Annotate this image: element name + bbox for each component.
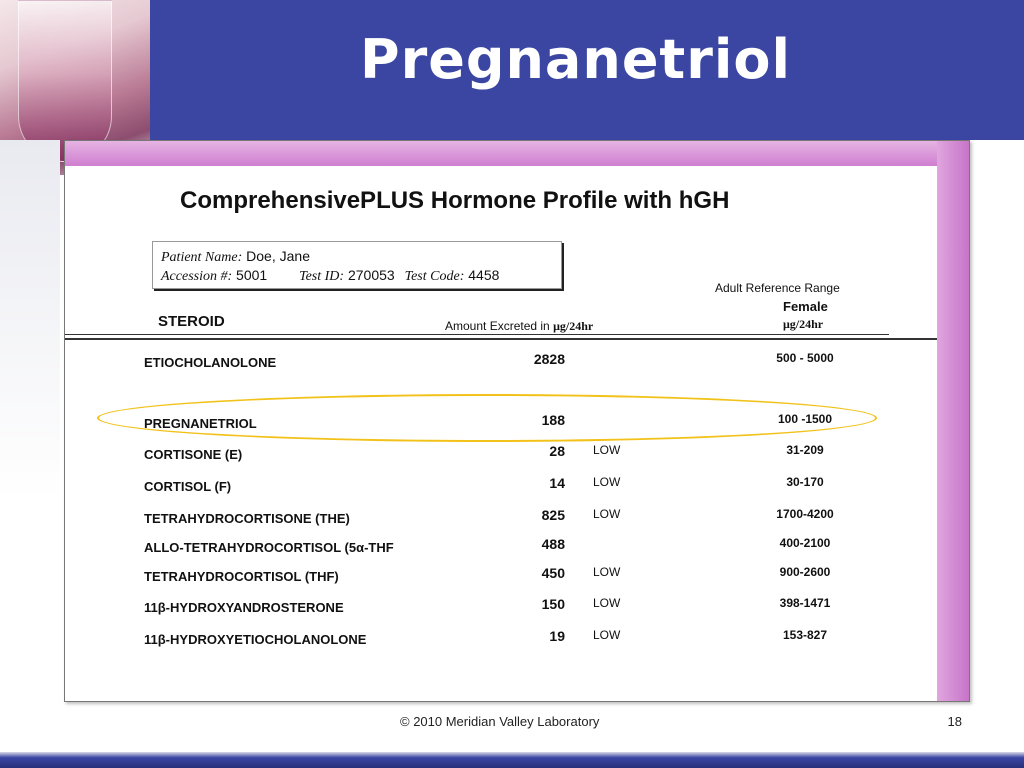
steroid-flag: LOW (593, 475, 621, 489)
female-header: Female (783, 299, 828, 314)
steroid-name: TETRAHYDROCORTISOL (THF) (144, 569, 339, 584)
steroid-value: 19 (549, 628, 565, 644)
flask-icon (18, 0, 112, 162)
steroid-name: ALLO-TETRAHYDROCORTISOL (5α-THF (144, 540, 394, 555)
amount-header (445, 319, 593, 334)
test-id-label: Test ID: (299, 269, 345, 284)
range-unit: μg/24hr (783, 317, 824, 331)
steroid-range: 400-2100 (779, 536, 831, 550)
steroid-value: 825 (541, 507, 565, 523)
steroid-header: STEROID (158, 313, 225, 330)
steroid-range: 30-170 (786, 475, 824, 489)
reference-range-header: Adult Reference Range (715, 281, 840, 295)
steroid-range: 500 - 5000 (776, 351, 834, 365)
steroid-flag: LOW (593, 443, 621, 457)
steroid-flag: LOW (593, 596, 621, 610)
patient-name-label: Patient Name: (161, 250, 243, 265)
header-divider-top (65, 334, 889, 335)
steroid-range: 1700-4200 (776, 507, 834, 521)
test-code-value: 4458 (468, 267, 500, 283)
steroid-flag: LOW (593, 507, 621, 521)
amount-unit: μg/24hr (553, 319, 594, 333)
bottom-bar (0, 752, 1024, 768)
table-row (65, 443, 937, 463)
steroid-value: 2828 (533, 351, 565, 367)
steroid-range: 900-2600 (779, 565, 831, 579)
steroid-name: CORTISONE (E) (144, 447, 243, 462)
page-number: 18 (947, 714, 962, 729)
amount-header-label: Amount Excreted in (445, 319, 550, 333)
card-right-bar (937, 141, 969, 701)
table-row (65, 628, 937, 648)
patient-name: Doe, Jane (246, 248, 310, 264)
steroid-name: PREGNANETRIOL (144, 416, 257, 431)
test-code-label: Test Code: (404, 269, 465, 284)
slide-title: Pregnanetriol (360, 28, 791, 91)
report-title: ComprehensivePLUS Hormone Profile with hGH (180, 187, 730, 214)
steroid-name: CORTISOL (F) (144, 479, 232, 494)
accession-label: Accession #: (161, 269, 233, 284)
pregnanetriol-highlight-ellipse (97, 394, 877, 442)
slide-footer (0, 714, 1024, 734)
test-id-value: 270053 (347, 267, 395, 283)
table-row (65, 596, 937, 616)
header-divider-bottom (65, 338, 937, 340)
steroid-value: 450 (541, 565, 565, 581)
steroid-value: 188 (541, 412, 565, 428)
steroid-value: 14 (549, 475, 565, 491)
table-row (65, 351, 937, 371)
steroid-range: 398-1471 (779, 596, 831, 610)
steroid-name: TETRAHYDROCORTISONE (THE) (144, 511, 350, 526)
steroid-name: ETIOCHOLANOLONE (144, 355, 277, 370)
steroid-value: 488 (541, 536, 565, 552)
card-top-bar (65, 141, 969, 166)
table-row (65, 536, 937, 556)
report-card (64, 140, 970, 702)
patient-info-box (152, 241, 562, 289)
steroid-range: 31-209 (786, 443, 824, 457)
steroid-name: 11β-HYDROXYANDROSTERONE (144, 600, 344, 615)
table-row (65, 475, 937, 495)
steroid-value: 28 (549, 443, 565, 459)
accession-value: 5001 (236, 267, 268, 283)
steroid-flag: LOW (593, 628, 621, 642)
table-row (65, 507, 937, 527)
steroid-name: 11β-HYDROXYETIOCHOLANOLONE (144, 632, 367, 647)
steroid-value: 150 (541, 596, 565, 612)
steroid-flag: LOW (593, 565, 621, 579)
table-row (65, 565, 937, 585)
steroid-range: 100 -1500 (777, 412, 833, 426)
left-decoration (0, 140, 60, 740)
steroid-range: 153-827 (782, 628, 828, 642)
copyright-text: © 2010 Meridian Valley Laboratory (400, 714, 600, 729)
